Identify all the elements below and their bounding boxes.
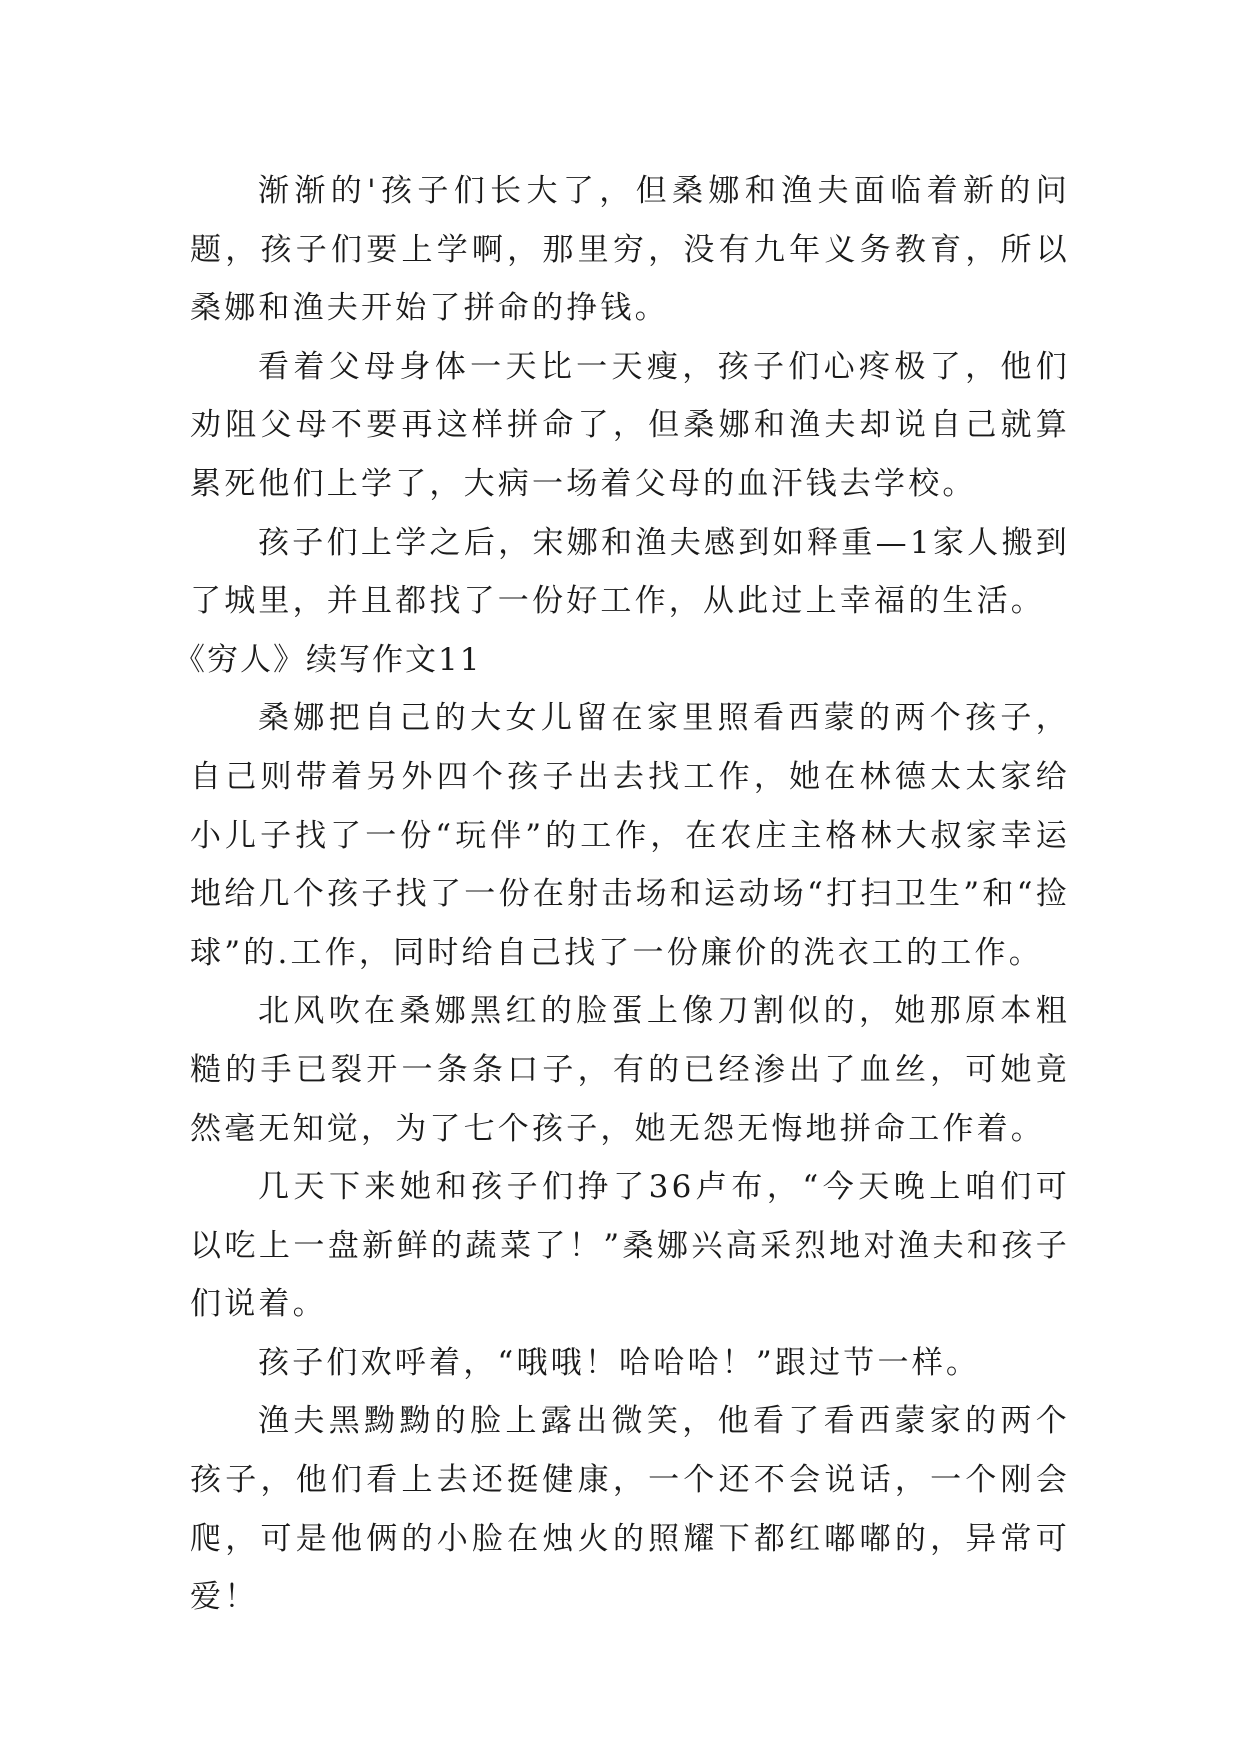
paragraph: 北风吹在桑娜黑红的脸蛋上像刀割似的，她那原本粗糙的手已裂开一条条口子，有的已经渗出了血丝，可她竟然毫无知觉，为了七个孩子，她无怨无悔地拼命工作着。 bbox=[190, 993, 1070, 1147]
paragraph: 渐渐的'孩子们长大了，但桑娜和渔夫面临着新的问题，孩子们要上学啊，那里穷，没有九年义务教育，所以桑娜和渔夫开始了拼命的挣钱。 bbox=[190, 173, 1070, 327]
paragraph: 看着父母身体一天比一天瘦，孩子们心疼极了，他们劝阻父母不要再这样拼命了，但桑娜和渔夫却说自己就算累死他们上学了，大病一场着父母的血汗钱去学校。 bbox=[190, 348, 1070, 502]
paragraph: 几天下来她和孩子们挣了36卢布，“今天晚上咱们可以吃上一盘新鲜的蔬菜了！”桑娜兴高采烈地对渔夫和孩子们说着。 bbox=[190, 1169, 1070, 1323]
paragraph: 渔夫黑黝黝的脸上露出微笑，他看了看西蒙家的两个孩子，他们看上去还挺健康，一个还不会说话，一个刚会爬，可是他俩的小脸在烛火的照耀下都红嘟嘟的，异常可爱！ bbox=[190, 1403, 1070, 1616]
document-body bbox=[174, 162, 1070, 1627]
paragraph: 桑娜把自己的大女儿留在家里照看西蒙的两个孩子，自己则带着另外四个孩子出去找工作，她在林德太太家给小儿子找了一份“玩伴”的工作，在农庄主格林大叔家幸运地给几个孩子找了一份在射击场和运动场“打扫卫生”和“捡球”的.工作，同时给自己找了一份廉价的洗衣工的工作。 bbox=[190, 700, 1070, 971]
paragraph: 孩子们上学之后，宋娜和渔夫感到如释重—1家人搬到了城里，并且都找了一份好工作，从此过上幸福的生活。 bbox=[190, 524, 1070, 620]
paragraph: 孩子们欢呼着，“哦哦！哈哈哈！”跟过节一样。 bbox=[258, 1344, 981, 1381]
section-heading: 《穷人》续写作文11 bbox=[174, 641, 482, 678]
